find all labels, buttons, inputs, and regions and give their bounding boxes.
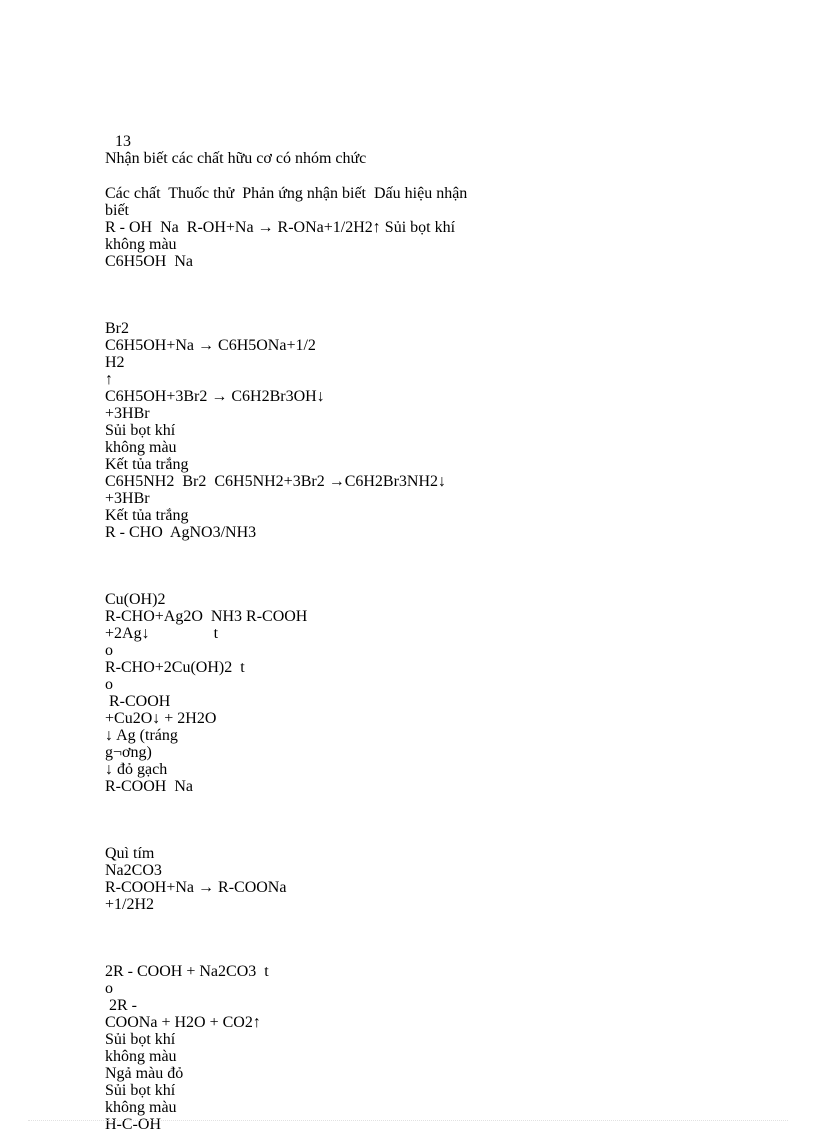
text-line: C6H5OH+3Br2 → C6H2Br3OH↓ [105,388,325,405]
page-number: 13 [115,133,131,150]
text-line: H2 [105,354,125,371]
text-line: R-COOH Na [105,778,193,795]
text-line: Na2CO3 [105,862,162,879]
text-line: +3HBr [105,405,150,422]
document-body [105,133,765,1133]
text-line: C6H5OH Na [105,253,193,270]
text-line: 2R - [105,997,137,1014]
text-line: COONa + H2O + CO2↑ [105,1014,261,1031]
text-line: o [105,676,113,693]
text-line: R-CHO+Ag2O NH3 R-COOH [105,608,308,625]
blank-line [105,929,765,947]
text-line: C6H5NH2 Br2 C6H5NH2+3Br2 →C6H2Br3NH2↓ [105,473,447,490]
text-line: g¬ơng) [105,744,152,761]
text-line: 2R - COOH + Na2CO3 t [105,963,269,980]
text-line: Sủi bọt khí [105,1031,176,1048]
text-line: R-CHO+2Cu(OH)2 t [105,659,245,676]
text-line: R - OH Na R-OH+Na → R-ONa+1/2H2↑ Sủi bọt khí [105,219,456,236]
blank-line [105,557,765,575]
text-line: biết [105,202,129,219]
blank-line [105,286,765,304]
blank-line [105,811,765,829]
text-line: +2Ag↓ t [105,625,219,642]
text-line: Kết tủa trắng [105,507,189,524]
text-line: +3HBr [105,490,150,507]
text-line: C6H5OH+Na → C6H5ONa+1/2 [105,337,316,354]
text-line: Sủi bọt khí [105,1082,176,1099]
text-line: Sủi bọt khí [105,422,176,439]
text-line: +Cu2O↓ + 2H2O [105,710,217,727]
text-line: +1/2H2 [105,896,155,913]
content-lines [105,185,765,1133]
text-line: Kết tủa trắng [105,456,189,473]
text-line: không màu [105,1099,177,1116]
text-line: H-C-OH [105,1116,161,1133]
text-line: o [105,642,113,659]
text-line: ↑ [105,371,113,388]
text-line: o [105,980,113,997]
text-line: Ngả màu đỏ [105,1065,184,1082]
page-bottom-divider [28,1120,788,1121]
text-line: Cu(OH)2 [105,591,166,608]
text-line: ↓ Ag (tráng [105,727,178,744]
text-line: Br2 [105,320,129,337]
text-line: ↓ đỏ gạch [105,761,168,778]
text-line: không màu [105,439,177,456]
text-line: R - CHO AgNO3/NH3 [105,524,257,541]
text-line: R-COOH+Na → R-COONa [105,879,287,896]
document-title: Nhận biết các chất hữu cơ có nhóm chức [105,150,367,167]
text-line: R-COOH [105,693,171,710]
text-line: Quì tím [105,845,155,862]
spacer [105,167,765,185]
text-line: không màu [105,1048,177,1065]
text-line: không màu [105,236,177,253]
text-line: Các chất Thuốc thử Phản ứng nhận biết Dấu hiệu nhận [105,185,468,202]
